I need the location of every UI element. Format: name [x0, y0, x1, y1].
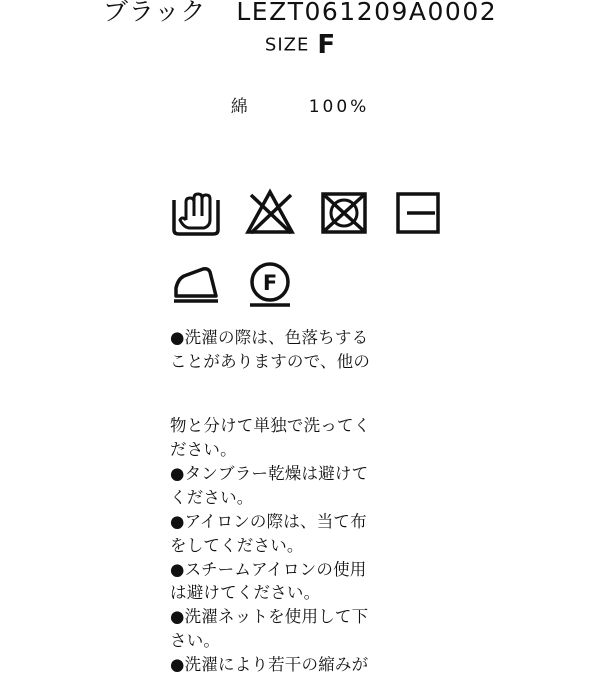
note-line: ●洗濯の際は、色落ちする: [170, 328, 369, 347]
flat-dry-symbol: [392, 186, 444, 238]
care-notes-block-a: [170, 326, 430, 374]
dry-clean-f-symbol: [244, 258, 296, 310]
note-line: は避けてください。: [170, 583, 321, 603]
fiber-percent: 100%: [308, 97, 370, 117]
fabric-composition-row: [0, 92, 600, 117]
product-code: LEZT061209A0002: [236, 0, 498, 26]
fiber-name: 綿: [230, 97, 249, 117]
size-row: [0, 30, 600, 60]
care-symbols-row-1: [170, 186, 444, 238]
iron-low-symbol: [170, 258, 222, 310]
color-name: ブラック: [102, 0, 207, 26]
care-symbols-row-2: [170, 258, 296, 310]
color-and-code-row: [0, 0, 600, 28]
no-tumble-dry-symbol: [318, 186, 370, 238]
note-line: ●タンブラー乾燥は避けて: [170, 463, 369, 483]
care-notes-block-b: [170, 414, 432, 677]
note-line: ことがありますので、他の: [170, 351, 371, 371]
note-line: さい。: [170, 631, 221, 651]
note-line: ださい。: [170, 439, 237, 459]
note-line: ください。: [170, 487, 254, 507]
hand-wash-symbol: [170, 186, 222, 238]
note-line: 物と分けて単独で洗ってく: [170, 416, 371, 435]
note-line: ●アイロンの際は、当て布: [170, 511, 367, 531]
svg-text:F: F: [262, 271, 278, 295]
no-bleach-symbol: [244, 186, 296, 238]
note-line: をしてください。: [170, 535, 304, 555]
note-line: ●洗濯ネットを使用して下: [170, 607, 369, 627]
size-value: F: [317, 30, 336, 60]
size-label: SIZE: [264, 34, 310, 56]
note-line: ●洗濯により若干の縮みが: [170, 655, 369, 675]
note-line: ●スチームアイロンの使用: [170, 559, 367, 579]
